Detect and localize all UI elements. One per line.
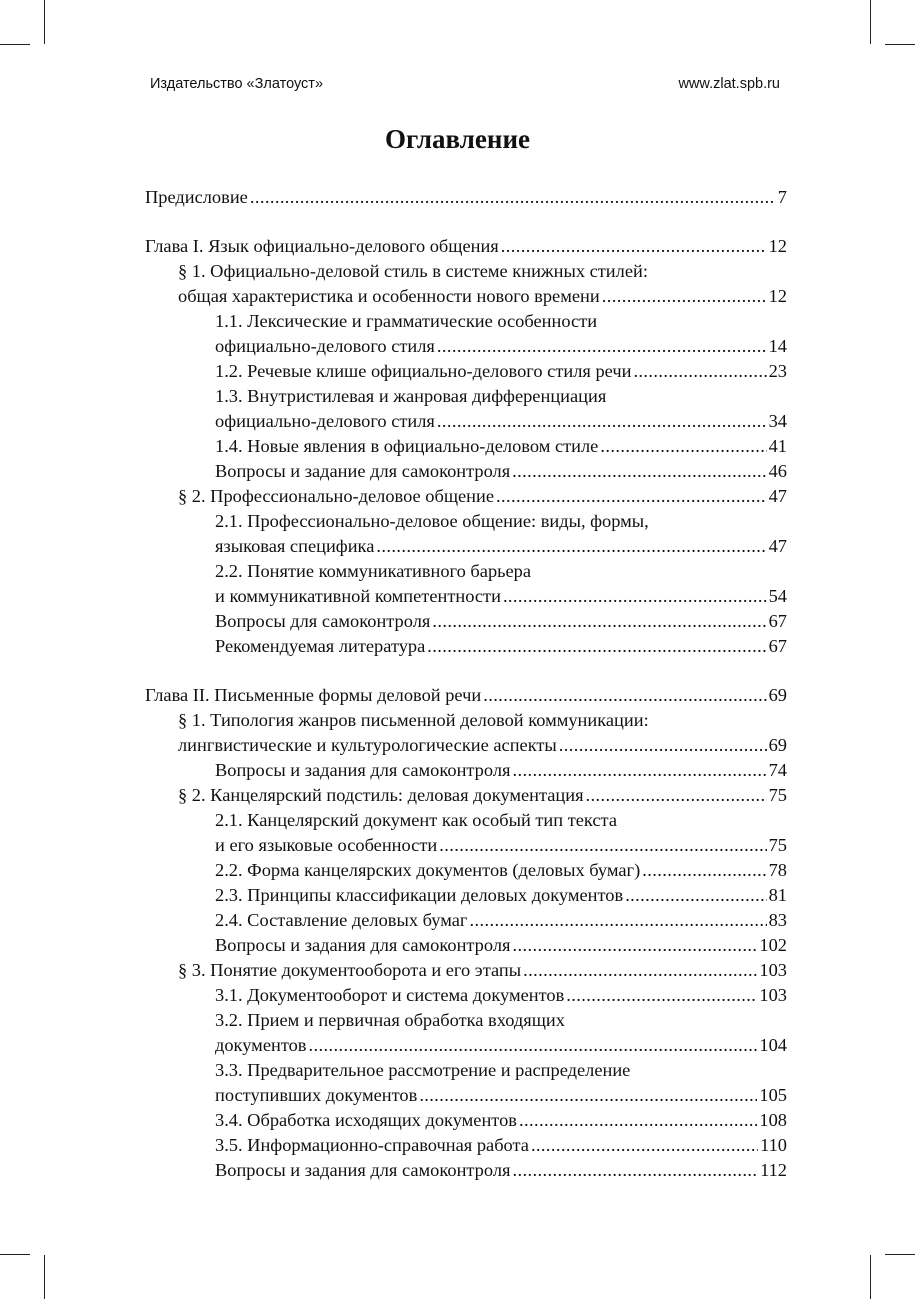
toc-entry-row xyxy=(215,1033,787,1058)
toc-entry-row xyxy=(215,883,787,908)
toc-entry-row xyxy=(178,284,787,309)
dot-leader xyxy=(586,783,767,808)
dot-leader xyxy=(633,359,766,384)
toc-page-number: 47 xyxy=(768,536,787,556)
toc-entry xyxy=(215,1108,787,1133)
crop-mark xyxy=(0,44,30,45)
dot-leader xyxy=(250,185,776,210)
toc-entry-text: Глава I. Язык официально-делового общения xyxy=(145,236,499,256)
toc-entry-text: Вопросы и задания для самоконтроля xyxy=(215,935,511,955)
toc-entry-row xyxy=(215,1108,787,1133)
dot-leader xyxy=(519,1108,757,1133)
dot-leader xyxy=(501,234,767,259)
toc-entry-text: 2.1. Профессионально-деловое общение: виды, формы, xyxy=(215,511,649,531)
toc-entry-row xyxy=(215,833,787,858)
toc-entry-row xyxy=(215,1133,787,1158)
toc-entry-text: § 2. Профессионально-деловое общение xyxy=(178,486,494,506)
toc-entry xyxy=(178,708,787,758)
toc-entry xyxy=(215,359,787,384)
toc-entry-row xyxy=(215,609,787,634)
toc-entry-row xyxy=(178,733,787,758)
toc-page-number: 46 xyxy=(768,461,787,481)
dot-leader xyxy=(469,908,766,933)
toc-entry-text: § 1. Типология жанров письменной деловой коммуникации: xyxy=(178,710,649,730)
toc-entry-text: 2.4. Составление деловых бумаг xyxy=(215,910,468,930)
toc-page-number: 102 xyxy=(759,935,787,955)
toc-entry-text: § 3. Понятие документооборота и его этапы xyxy=(178,960,522,980)
dot-leader xyxy=(483,683,766,708)
dot-leader xyxy=(427,634,766,659)
toc-page-number: 81 xyxy=(768,885,787,905)
toc-entry-text: 3.3. Предварительное рассмотрение и распределение xyxy=(215,1060,631,1080)
toc-page-number: 69 xyxy=(768,685,787,705)
dot-leader xyxy=(531,1133,758,1158)
toc-entry-text: 3.2. Прием и первичная обработка входящих xyxy=(215,1010,565,1030)
toc-entry-text: общая характеристика и особенности нового времени xyxy=(178,286,600,306)
toc-entry-row xyxy=(215,933,787,958)
toc-entry-text: § 2. Канцелярский подстиль: деловая документация xyxy=(178,785,584,805)
toc-entry xyxy=(215,434,787,459)
toc-entry-text: лингвистические и культурологические аспекты xyxy=(178,735,557,755)
dot-leader xyxy=(523,958,757,983)
toc-entry-text: языковая специфика xyxy=(215,536,375,556)
toc-entry-row xyxy=(178,484,787,509)
toc-page-number: 108 xyxy=(759,1110,787,1130)
toc-entry xyxy=(215,758,787,783)
toc-entry-text: 1.1. Лексические и грамматические особенности xyxy=(215,311,598,331)
toc-page-number: 74 xyxy=(768,760,787,780)
toc-page-number: 54 xyxy=(768,586,787,606)
toc-entry-row xyxy=(215,634,787,659)
toc-entry xyxy=(215,1008,787,1058)
toc-entry-text: 1.4. Новые явления в официально-деловом стиле xyxy=(215,436,599,456)
toc-entry-text: и его языковые особенности xyxy=(215,835,438,855)
toc-page-number: 12 xyxy=(768,236,787,256)
toc-page-number: 104 xyxy=(759,1035,787,1055)
dot-leader xyxy=(437,334,767,359)
dot-leader xyxy=(437,409,767,434)
toc-page-number: 67 xyxy=(768,636,787,656)
toc-page-number: 75 xyxy=(768,785,787,805)
toc-page-number: 110 xyxy=(760,1135,787,1155)
toc-entry-text: 1.3. Внутристилевая и жанровая дифференциация xyxy=(215,386,607,406)
crop-mark xyxy=(885,44,915,45)
toc-entry xyxy=(215,609,787,634)
dot-leader xyxy=(559,733,767,758)
toc-entry-row xyxy=(215,409,787,434)
crop-mark xyxy=(0,1254,30,1255)
dot-leader xyxy=(512,1158,758,1183)
toc-page-number: 69 xyxy=(768,735,787,755)
crop-mark xyxy=(44,1255,45,1299)
toc-entry-text: 3.1. Документооборот и система документов xyxy=(215,985,565,1005)
toc-entry-row xyxy=(145,185,787,210)
toc-entry xyxy=(215,1133,787,1158)
dot-leader xyxy=(439,833,766,858)
toc-entry-row xyxy=(215,1083,787,1108)
toc-entry xyxy=(145,185,787,210)
crop-mark xyxy=(885,1254,915,1255)
toc-page-number: 12 xyxy=(768,286,787,306)
publisher-website: www.zlat.spb.ru xyxy=(678,76,780,92)
toc-page-number: 41 xyxy=(768,436,787,456)
toc-entry-text: Предисловие xyxy=(145,187,248,207)
toc-entry-row xyxy=(215,359,787,384)
toc-entry-text: Рекомендуемая литература xyxy=(215,636,426,656)
toc-chapter-entry xyxy=(145,234,787,259)
toc-entry-text: 2.2. Форма канцелярских документов (деловых бумаг) xyxy=(215,860,641,880)
dot-leader xyxy=(642,858,766,883)
toc-page-number: 14 xyxy=(768,336,787,356)
toc-entry-row xyxy=(215,584,787,609)
toc-entry-row xyxy=(215,534,787,559)
toc-entry xyxy=(178,783,787,808)
toc-entry-row xyxy=(215,858,787,883)
toc-entry-row xyxy=(215,334,787,359)
toc-entry-row xyxy=(215,459,787,484)
toc-entry-row xyxy=(215,758,787,783)
toc-entry-text: Вопросы и задания для самоконтроля xyxy=(215,1160,511,1180)
toc-entry-text: и коммуникативной компетентности xyxy=(215,586,501,606)
table-of-contents xyxy=(145,185,787,1183)
running-header xyxy=(150,76,780,98)
toc-page-number: 67 xyxy=(768,611,787,631)
toc-entry-text: поступивших документов xyxy=(215,1085,418,1105)
toc-page-number: 78 xyxy=(768,860,787,880)
toc-entry-text: 2.1. Канцелярский документ как особый тип текста xyxy=(215,810,617,830)
toc-entry-row xyxy=(215,434,787,459)
toc-page-number: 75 xyxy=(768,835,787,855)
toc-entry xyxy=(215,1158,787,1183)
toc-entry-text: 3.5. Информационно-справочная работа xyxy=(215,1135,529,1155)
toc-entry xyxy=(178,259,787,309)
toc-entry xyxy=(215,858,787,883)
toc-entry-text: 1.2. Речевые клише официально-делового стиля речи xyxy=(215,361,632,381)
dot-leader xyxy=(419,1083,757,1108)
dot-leader xyxy=(376,534,766,559)
toc-entry-text: Вопросы и задания для самоконтроля xyxy=(215,760,511,780)
toc-entry xyxy=(215,509,787,559)
dot-leader xyxy=(309,1033,758,1058)
toc-page-number: 47 xyxy=(768,486,787,506)
crop-mark xyxy=(44,0,45,44)
toc-page-number: 7 xyxy=(777,187,787,207)
crop-mark xyxy=(870,1255,871,1299)
toc-page-number: 105 xyxy=(759,1085,787,1105)
dot-leader xyxy=(496,484,767,509)
toc-page-number: 23 xyxy=(768,361,787,381)
toc-entry xyxy=(215,883,787,908)
toc-page-number: 103 xyxy=(759,960,787,980)
toc-entry-text: официально-делового стиля xyxy=(215,411,435,431)
toc-entry-row xyxy=(178,958,787,983)
toc-entry-text: Вопросы и задание для самоконтроля xyxy=(215,461,511,481)
toc-entry-row xyxy=(215,983,787,1008)
toc-entry xyxy=(178,958,787,983)
toc-entry xyxy=(215,808,787,858)
dot-leader xyxy=(566,983,757,1008)
toc-chapter-entry xyxy=(145,683,787,708)
dot-leader xyxy=(512,459,766,484)
toc-entry xyxy=(215,384,787,434)
toc-entry-row xyxy=(145,683,787,708)
toc-entry xyxy=(215,634,787,659)
toc-entry-row xyxy=(145,234,787,259)
toc-entry-text: официально-делового стиля xyxy=(215,336,435,356)
toc-entry-text: 3.4. Обработка исходящих документов xyxy=(215,1110,517,1130)
toc-entry xyxy=(215,459,787,484)
toc-entry-row xyxy=(178,783,787,808)
toc-entry xyxy=(178,484,787,509)
toc-entry-text: § 1. Официально-деловой стиль в системе книжных стилей: xyxy=(178,261,648,281)
toc-entry-text: документов xyxy=(215,1035,307,1055)
toc-entry xyxy=(215,983,787,1008)
toc-page-number: 83 xyxy=(768,910,787,930)
toc-page-number: 34 xyxy=(768,411,787,431)
toc-page-number: 103 xyxy=(759,985,787,1005)
toc-entry xyxy=(215,559,787,609)
toc-entry-row xyxy=(215,908,787,933)
dot-leader xyxy=(503,584,767,609)
dot-leader xyxy=(512,933,757,958)
dot-leader xyxy=(512,758,766,783)
toc-entry-text: 2.3. Принципы классификации деловых документов xyxy=(215,885,624,905)
toc-entry-text: 2.2. Понятие коммуникативного барьера xyxy=(215,561,532,581)
dot-leader xyxy=(602,284,767,309)
dot-leader xyxy=(600,434,766,459)
toc-entry xyxy=(215,309,787,359)
toc-entry-text: Вопросы для самоконтроля xyxy=(215,611,431,631)
toc-page-number: 112 xyxy=(760,1160,787,1180)
toc-entry-text: Глава II. Письменные формы деловой речи xyxy=(145,685,482,705)
toc-entry xyxy=(215,1058,787,1108)
dot-leader xyxy=(625,883,766,908)
dot-leader xyxy=(432,609,766,634)
toc-entry xyxy=(215,908,787,933)
toc-entry-row xyxy=(215,1158,787,1183)
page-title: Оглавление xyxy=(385,124,530,154)
publisher-name: Издательство «Златоуст» xyxy=(150,76,324,92)
toc-entry xyxy=(215,933,787,958)
crop-mark xyxy=(870,0,871,44)
